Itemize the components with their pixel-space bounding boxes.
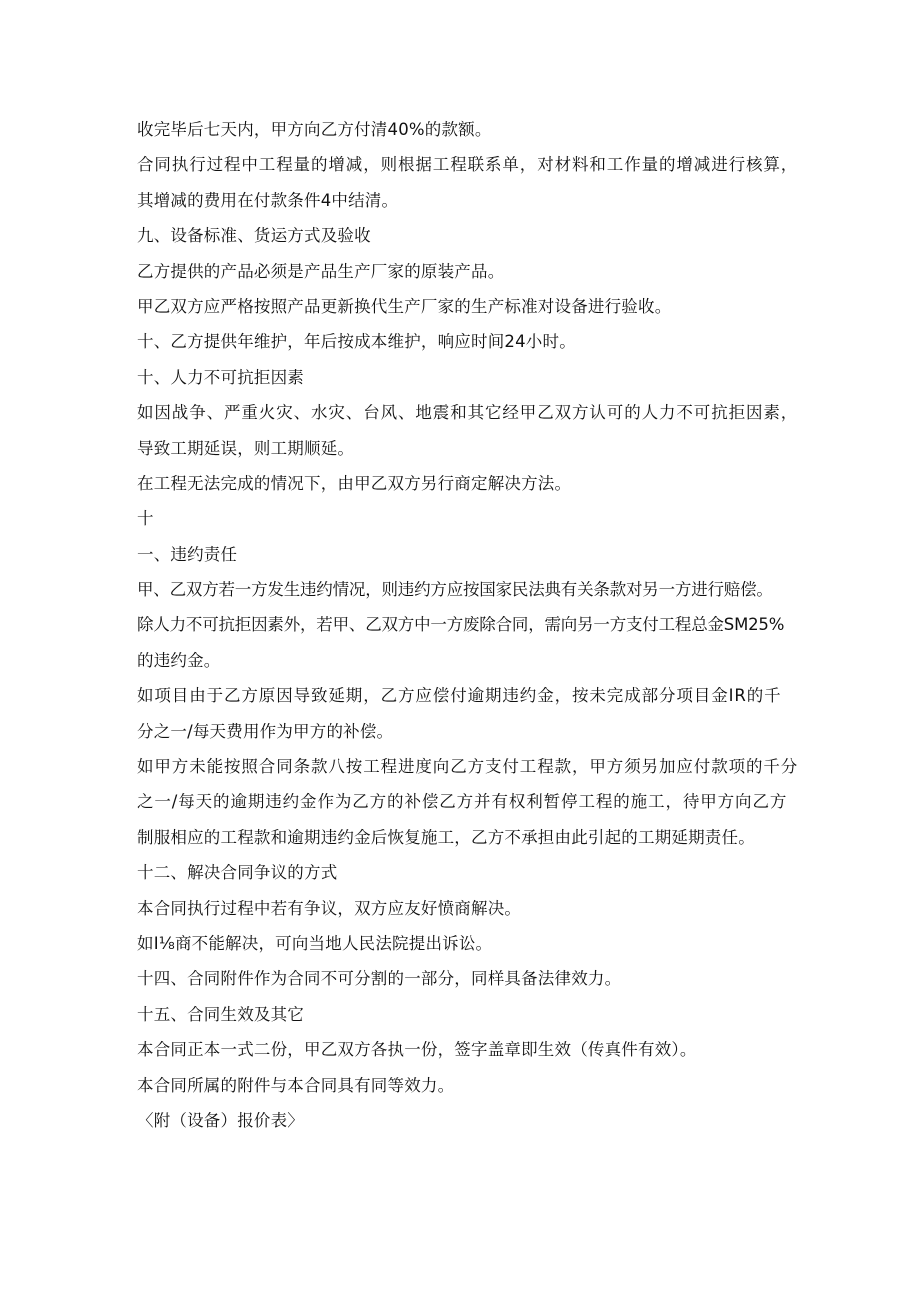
text-line: 本合同正本一式二份，甲乙双方各执一份，签字盖章即生效（传真件有效）。 <box>137 1040 697 1060</box>
text-line: 制服相应的工程款和逾期违约金后恢复施工，乙方不承担由此引起的工期延期责任。 <box>137 827 755 847</box>
section-heading: 十五、合同生效及其它 <box>137 1004 304 1024</box>
section-heading: 九、设备标准、货运方式及验收 <box>137 226 371 246</box>
section-heading: 十、乙方提供年维护，年后按成本维护，响应时间24小时。 <box>137 332 576 352</box>
section-heading: 十 <box>137 509 154 529</box>
text-line: 合同执行过程中工程量的增减，则根据工程联系单，对材料和工作量的增减进行核算， <box>137 155 799 175</box>
text-line: 其增减的费用在付款条件4中结清。 <box>137 190 399 210</box>
text-line: 的违约金。 <box>137 650 221 670</box>
document-body <box>137 112 797 1138</box>
text-line: 如I⅛商不能解决，可向当地人民法院提出诉讼。 <box>137 933 493 953</box>
text-line: 本合同所属的附件与本合同具有同等效力。 <box>137 1075 455 1095</box>
text-line: 之一/每天的逾期违约金作为乙方的补偿乙方并有权利暂停工程的施工，待甲方向乙方 <box>137 792 788 812</box>
section-heading: 一、违约责任 <box>137 544 238 564</box>
text-line: 除人力不可抗拒因素外，若甲、乙双方中一方废除合同，需向另一方支付工程总金SM25% <box>137 615 785 635</box>
text-line: 如甲方未能按照合同条款八按工程进度向乙方支付工程款，甲方须另加应付款项的千分 <box>137 757 799 777</box>
text-line: 如项目由于乙方原因导致延期，乙方应偿付逾期违约金，按未完成部分项目金IR的千 <box>137 686 782 706</box>
text-line: 在工程无法完成的情况下，由甲乙双方另行商定解决方法。 <box>137 473 572 493</box>
text-line: 甲、乙双方若一方发生违约情况，则违约方应按国家民法典有关条款对另一方进行赔偿。 <box>137 580 773 600</box>
text-line: 如因战争、严重火灾、水灾、台风、地震和其它经甲乙双方认可的人力不可抗拒因素， <box>137 403 799 423</box>
section-heading: 十、人力不可抗拒因素 <box>137 367 304 387</box>
text-line: 导致工期延误，则工期顺延。 <box>137 438 355 458</box>
text-line: 甲乙双方应严格按照产品更新换代生产厂家的生产标准对设备进行验收。 <box>137 296 672 316</box>
text-line: 乙方提供的产品必须是产品生产厂家的原装产品。 <box>137 261 505 281</box>
section-heading: 十四、合同附件作为合同不可分割的一部分，同样具备法律效力。 <box>137 969 622 989</box>
section-heading: 十二、解决合同争议的方式 <box>137 863 338 883</box>
text-line: 收完毕后七天内，甲方向乙方付清40%的款额。 <box>137 120 492 139</box>
text-line: 分之一/每天费用作为甲方的补偿。 <box>137 721 394 741</box>
attachment-title: 〈附（设备）报价表〉 <box>137 1110 304 1130</box>
text-line: 本合同执行过程中若有争议，双方应友好愤商解决。 <box>137 898 522 918</box>
